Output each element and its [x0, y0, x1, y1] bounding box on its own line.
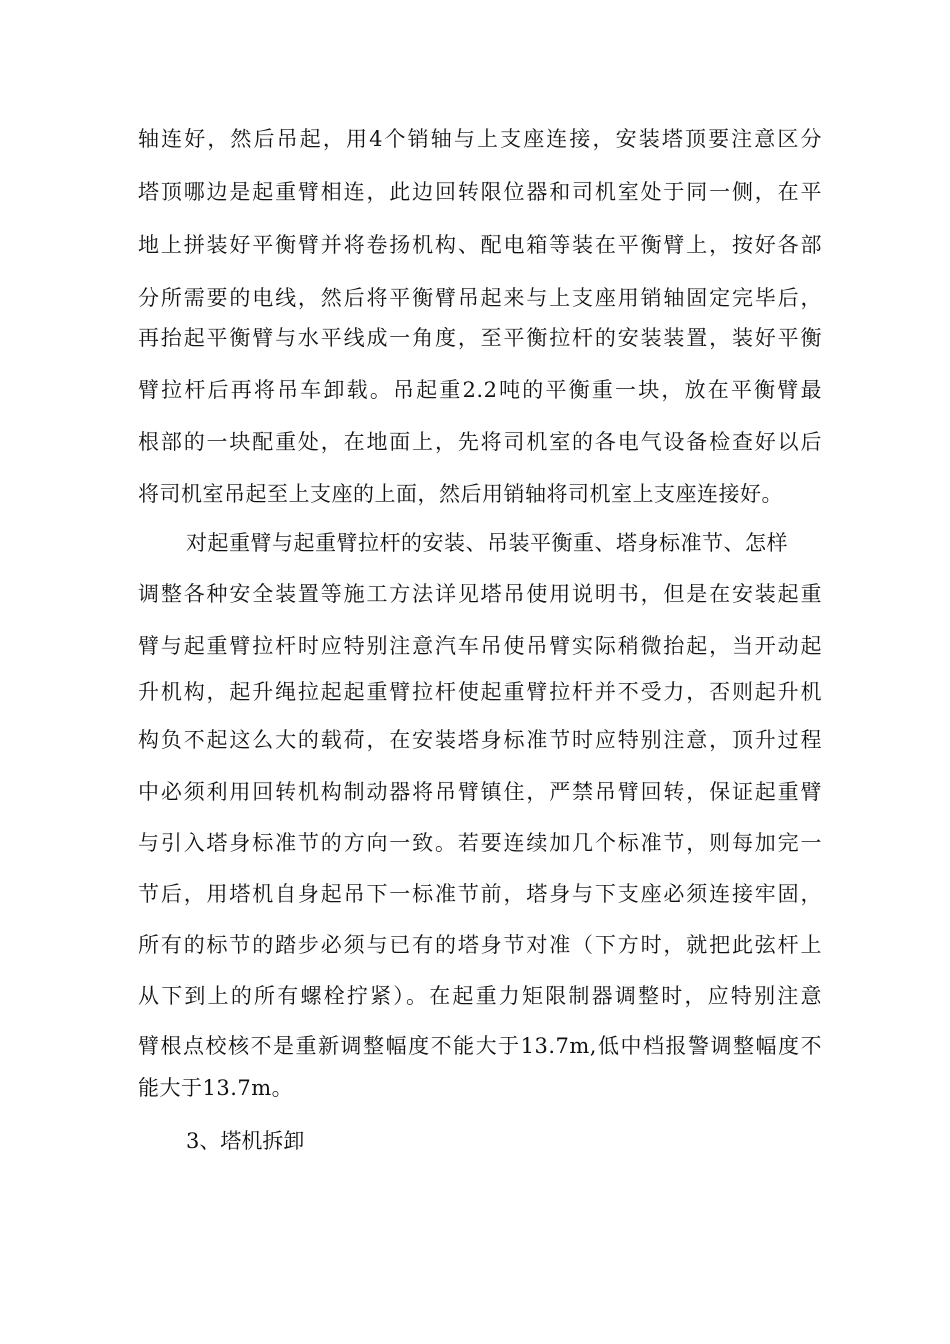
paragraph-1-line-3: 地上拼装好平衡臂并将卷扬机构、配电箱等装在平衡臂上，按好各部: [138, 233, 822, 257]
paragraph-2-line-1: 对起重臂与起重臂拉杆的安装、吊装平衡重、塔身标准节、怎样: [186, 531, 788, 555]
paragraph-1-line-6: 臂拉杆后再将吊车卸载。吊起重2.2吨的平衡重一块，放在平衡臂最: [138, 378, 822, 402]
paragraph-2-line-2: 调整各种安全装置等施工方法详见塔吊使用说明书，但是在安装起重: [138, 582, 822, 606]
paragraph-2-line-5: 构负不起这么大的载荷，在安装塔身标准节时应特别注意，顶升过程: [138, 728, 822, 752]
paragraph-1-line-4: 分所需要的电线，然后将平衡臂吊起来与上支座用销轴固定完毕后，: [138, 286, 822, 310]
section-heading: 3、塔机拆卸: [186, 1129, 305, 1153]
paragraph-1-line-7: 根部的一块配重处，在地面上，先将司机室的各电气设备检查好以后: [138, 430, 822, 454]
paragraph-2-line-4: 升机构，起升绳拉起起重臂拉杆使起重臂拉杆并不受力，否则起升机: [138, 680, 822, 704]
paragraph-2-line-9: 所有的标节的踏步必须与已有的塔身节对准（下方时，就把此弦杆上: [138, 933, 822, 957]
paragraph-2-line-10: 从下到上的所有螺栓拧紧）。在起重力矩限制器调整时，应特别注意: [138, 984, 822, 1008]
paragraph-1-line-2: 塔顶哪边是起重臂相连，此边回转限位器和司机室处于同一侧，在平: [138, 180, 822, 204]
paragraph-2-line-11: 臂根点校核不是重新调整幅度不能大于13.7m,低中档报警调整幅度不: [138, 1034, 822, 1058]
paragraph-2-line-12: 能大于13.7m。: [138, 1076, 294, 1100]
paragraph-1-line-1: 轴连好，然后吊起，用4个销轴与上支座连接，安装塔顶要注意区分: [138, 127, 822, 151]
paragraph-2-line-6: 中必须利用回转机构制动器将吊臂镇住，严禁吊臂回转，保证起重臂: [138, 780, 822, 804]
paragraph-2-line-7: 与引入塔身标准节的方向一致。若要连续加几个标准节，则每加完一: [138, 831, 822, 855]
paragraph-1-line-5: 再抬起平衡臂与水平线成一角度，至平衡拉杆的安装装置，装好平衡: [138, 326, 822, 350]
paragraph-2-line-8: 节后，用塔机自身起吊下一标准节前，塔身与下支座必须连接牢固，: [138, 882, 822, 906]
paragraph-1-line-8: 将司机室吊起至上支座的上面，然后用销轴将司机室上支座连接好。: [138, 482, 783, 506]
paragraph-2-line-3: 臂与起重臂拉杆时应特别注意汽车吊使吊臂实际稍微抬起，当开动起: [138, 634, 822, 658]
